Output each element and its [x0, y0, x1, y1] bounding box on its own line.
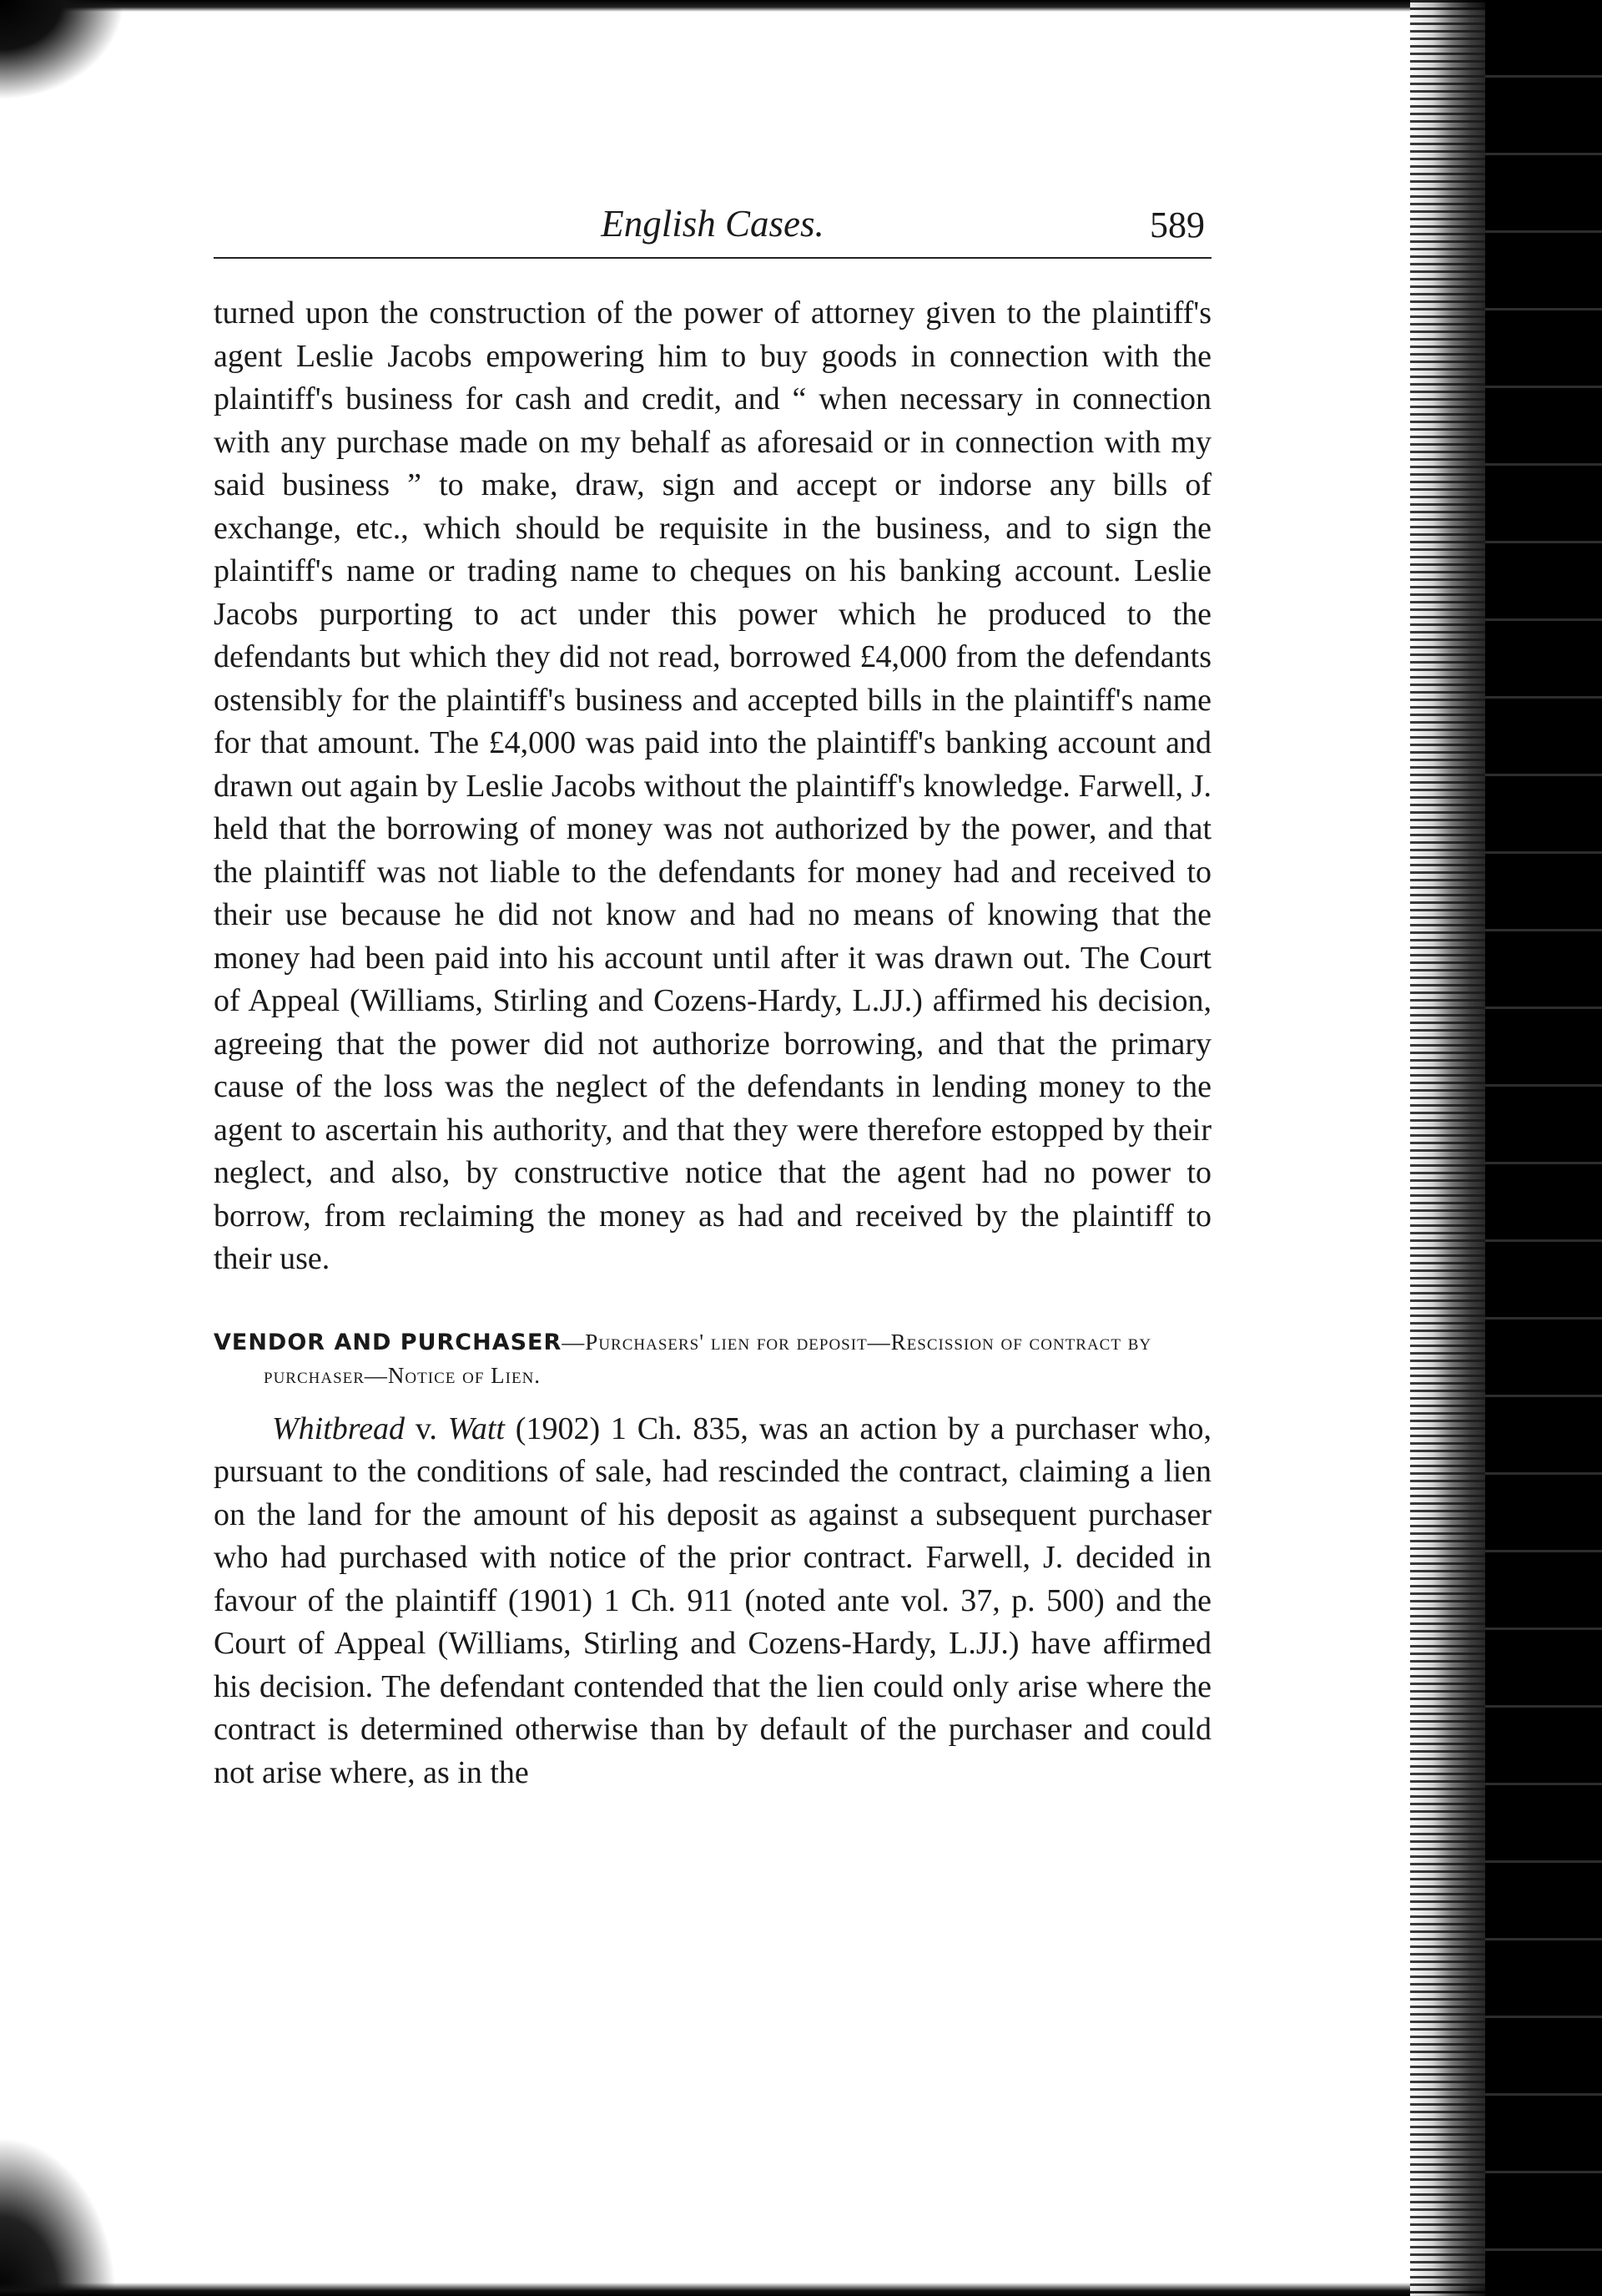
section-heading-subject: —Purchasers' lien for deposit—Rescission of contract by purchaser—Notice of Lien. [264, 1329, 1152, 1388]
header-rule [214, 257, 1212, 259]
scan-edge-bottom [0, 2283, 1602, 2296]
scan-edge-right-specks [1485, 0, 1602, 2296]
case-paragraph-body: (1902) 1 Ch. 835, was an action by a purchaser who, pursuant to the conditions of sale, had rescinded the contract, claiming a lien on the land for the amount of his deposit as against a subsequent purchaser who had purchased with notice of the prior contract. Farwell, J. decided in favour of the plaintiff (1901) 1 Ch. 911 (noted ante vol. 37, p. 500) and the Court of Appeal (Williams, Stirling and Cozens-Hardy, L.JJ.) have affirmed his decision. The defendant contended that the lien could only arise where the contract is determined otherwise than by default of the purchaser and could not arise where, as in the [214, 1410, 1212, 1790]
running-head [214, 197, 1212, 249]
scan-edge-left-bottom [0, 2137, 117, 2296]
scan-edge-top [0, 0, 1602, 12]
paragraph-continued: turned upon the construction of the power of attorney given to the plaintiff's agent Leslie Jacobs empowering him to buy goods in connection with the plaintiff's business for cash and credit, and “ when necessary in connection with any purchase made on my behalf as aforesaid or in connection with my said business ” to make, draw, sign and accept or indorse any bills of exchange, etc., which should be requisite in the business, and to sign the plaintiff's name or trading name to cheques on his banking account. Leslie Jacobs purporting to act under this power which he produced to the defendants but which they did not read, borrowed £4,000 from the defendants ostensibly for the plaintiff's business and accepted bills in the plaintiff's name for that amount. The £4,000 was paid into the plaintiff's banking account and drawn out again by Leslie Jacobs without the plaintiff's knowledge. Farwell, J. held that the borrowing of money was not authorized by the power, and that the plaintiff was not liable to the defendants for money had and received to their use because he did not know and had no means of knowing that the money had been paid into his account until after it was drawn out. The Court of Appeal (Williams, Stirling and Cozens-Hardy, L.JJ.) affirmed his decision, agreeing that the power did not authorize borrowing, and that the primary cause of the loss was the neglect of the defendants in lending money to the agent to ascertain his authority, and that they were therefore estopped by their neglect, and also, by constructive notice that the agent had no power to borrow, from reclaiming the money as had and received by the plaintiff to their use. [214, 295, 1212, 1276]
book-page [214, 197, 1212, 2258]
book-gutter [1410, 0, 1485, 2296]
page-number: 589 [1150, 204, 1205, 245]
running-title: English Cases. [601, 203, 824, 245]
case-connector: v. [405, 1410, 448, 1446]
section-heading-lead: VENDOR AND PURCHASER [214, 1329, 562, 1355]
scan-edge-left-top [0, 0, 125, 100]
case-name-plaintiff: Whitbread [272, 1410, 406, 1446]
case-paragraph [214, 1408, 1212, 1795]
section-heading [214, 1326, 1212, 1393]
case-name-defendant: Watt [447, 1410, 505, 1446]
